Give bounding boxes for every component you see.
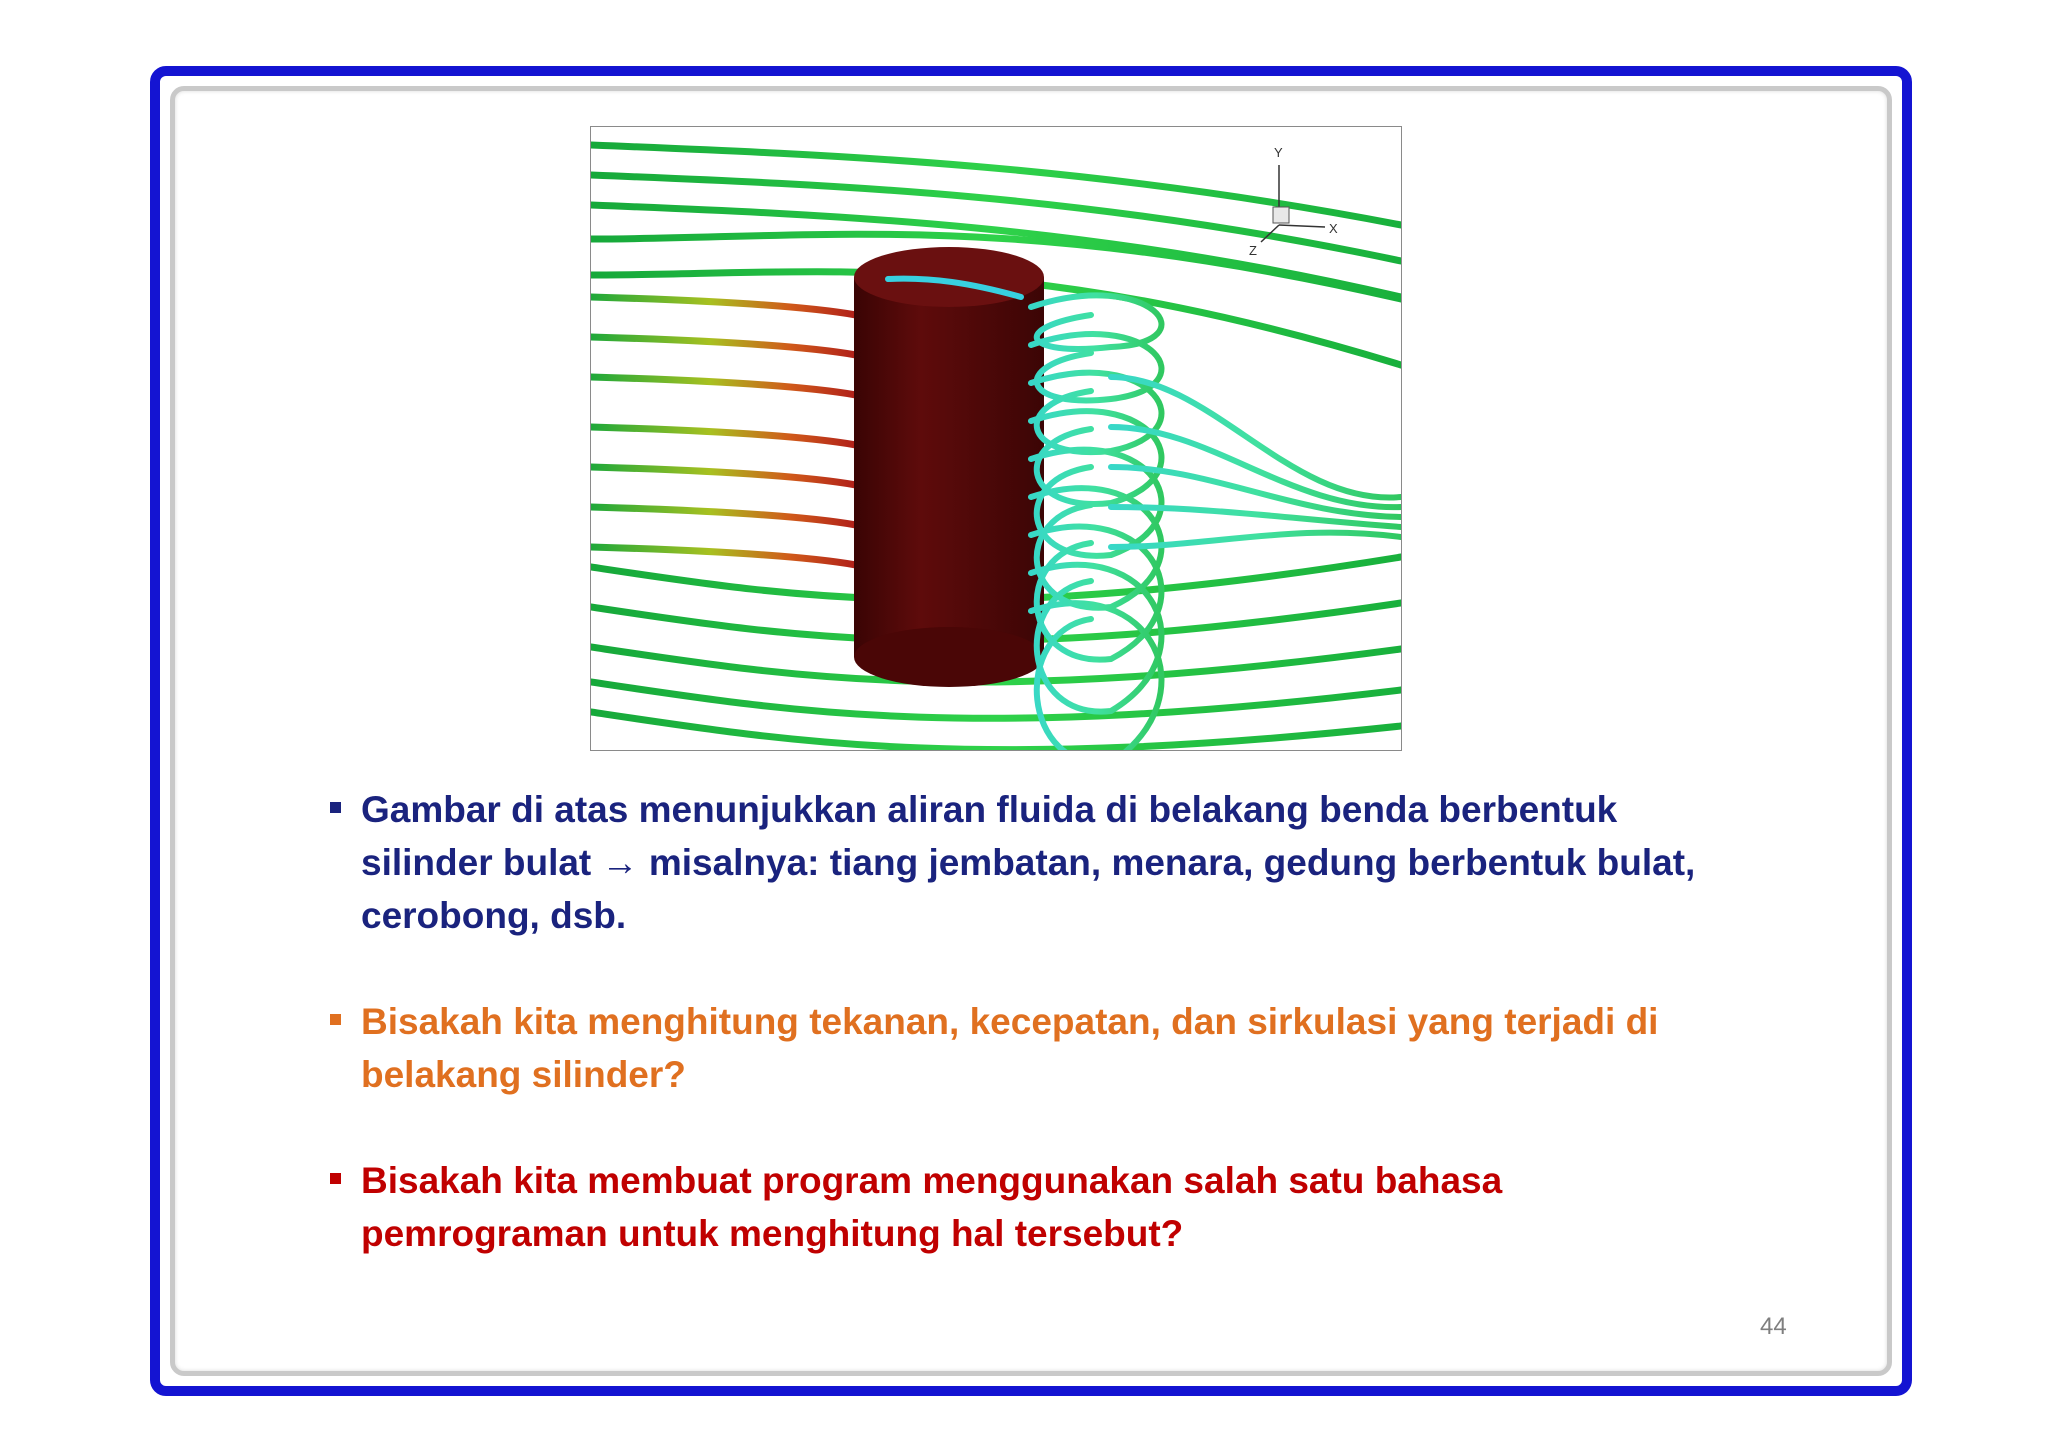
- axis-y-label: Y: [1274, 145, 1283, 160]
- bullet-item-2: [330, 995, 1750, 1101]
- bullet-item-3: [330, 1154, 1750, 1260]
- streamline: [591, 507, 856, 525]
- bullet-square-icon: [330, 802, 341, 813]
- streamline: [591, 682, 1401, 718]
- cylinder: [854, 247, 1044, 687]
- streamline: [591, 297, 856, 315]
- streamline-figure: [590, 126, 1402, 751]
- page-number: 44: [1760, 1313, 1787, 1340]
- bullet-text-1: Gambar di atas menunjukkan aliran fluida di belakang benda berbentuk silinder bulat → misalnya: tiang jembatan, menara, gedung berbentuk bulat, cerobong, dsb.: [361, 789, 1696, 936]
- bullet-square-icon: [330, 1014, 341, 1025]
- streamline: [1111, 533, 1401, 547]
- bullet-text-2: Bisakah kita menghitung tekanan, kecepatan, dan sirkulasi yang terjadi di belakang silinder?: [361, 1001, 1659, 1095]
- bullet-square-icon: [330, 1173, 341, 1184]
- bullet-item-1: [330, 783, 1750, 942]
- streamline: [591, 337, 856, 355]
- bullet-text-3: Bisakah kita membuat program menggunakan salah satu bahasa pemrograman untuk menghitung hal tersebut?: [361, 1160, 1503, 1254]
- streamline: [591, 427, 856, 445]
- streamline-plot: [591, 127, 1401, 750]
- axis-z-label: Z: [1249, 243, 1257, 258]
- streamline: [591, 467, 856, 485]
- axis-x-label: X: [1329, 221, 1338, 236]
- streamline: [591, 547, 856, 565]
- bullet-list: [330, 783, 1750, 1313]
- streamline: [591, 377, 856, 395]
